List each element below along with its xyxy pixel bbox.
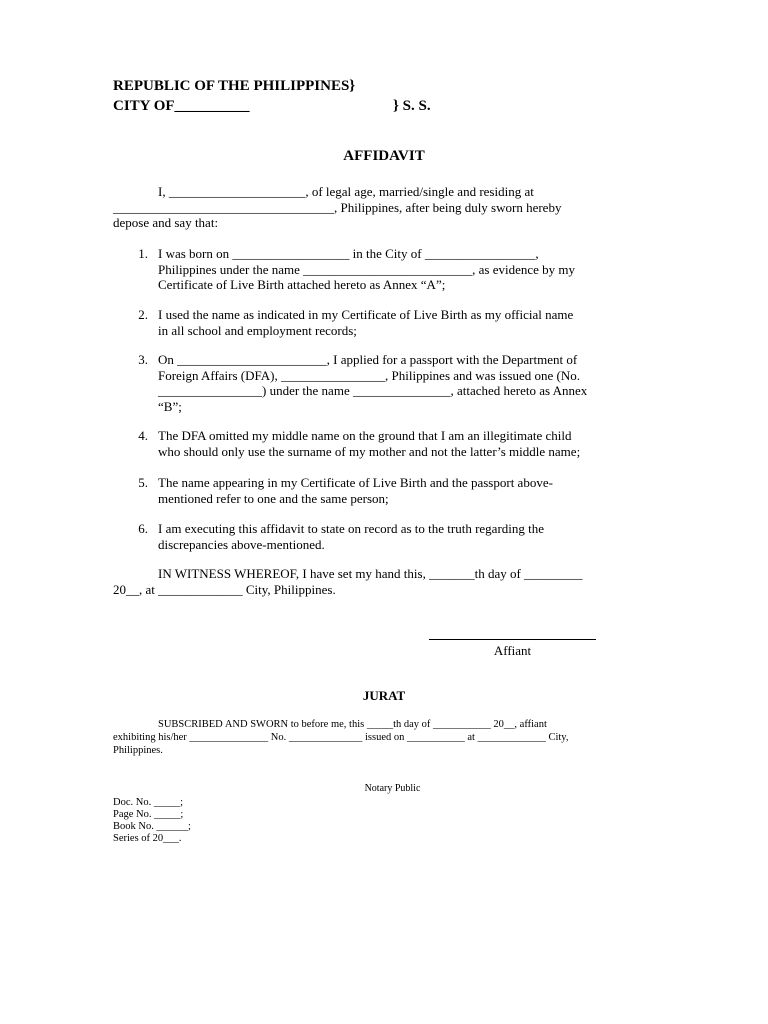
item-6-line: discrepancies above-mentioned.	[158, 536, 325, 552]
item-1-line: I was born on __________________ in the City of _________________,	[158, 246, 539, 261]
item-3-line: Foreign Affairs (DFA), ________________, Philippines and was issued one (No.	[158, 367, 580, 383]
item-number: 5.	[138, 475, 148, 490]
witness-line-1: IN WITNESS WHEREOF, I have set my hand this, _______th day of _________	[158, 566, 583, 581]
header-republic: REPUBLIC OF THE PHILIPPINES}	[113, 78, 356, 94]
item-number: 6.	[138, 521, 148, 536]
series-field: Series of 20___.	[113, 833, 182, 844]
item-1-line: Philippines under the name __________________________, as evidence by my	[158, 261, 576, 277]
notary-public-label: Notary Public	[364, 783, 421, 794]
jurat-title: JURAT	[362, 688, 406, 703]
doc-no-field: Doc. No. _____;	[113, 797, 183, 808]
item-2-line: in all school and employment records;	[158, 322, 357, 338]
item-3-line: On _______________________, I applied for a passport with the Department of	[158, 352, 578, 367]
header-city: CITY OF__________	[113, 98, 250, 114]
jurat-line-1: SUBSCRIBED AND SWORN to before me, this _____th day of ___________ 20__, affiant	[158, 719, 547, 730]
intro-line-3: depose and say that:	[113, 215, 219, 230]
item-number: 3.	[138, 352, 148, 367]
item-number: 4.	[138, 428, 148, 443]
item-5-line: The name appearing in my Certificate of Live Birth and the passport above-	[158, 475, 553, 490]
book-no-field: Book No. ______;	[113, 821, 191, 832]
item-3-line: ________________) under the name _______________, attached hereto as Annex	[158, 383, 588, 398]
jurat-line-2: exhibiting his/her _______________ No. ______________ issued on ___________ at _____________ City,	[113, 732, 569, 743]
item-3-line: “B”;	[158, 398, 182, 414]
intro-line-1: I, _____________________, of legal age, married/single and residing at	[158, 184, 534, 199]
jurat-line-3: Philippines.	[113, 745, 163, 756]
item-number: 2.	[138, 307, 148, 322]
intro-line-2: __________________________________, Philippines, after being duly sworn hereby	[113, 200, 562, 215]
document-title: AFFIDAVIT	[343, 148, 425, 164]
page-no-field: Page No. _____;	[113, 809, 184, 820]
header-ss: } S. S.	[393, 98, 431, 114]
item-2-line: I used the name as indicated in my Certificate of Live Birth as my official name	[158, 307, 574, 322]
witness-line-2: 20__, at _____________ City, Philippines.	[113, 582, 336, 597]
item-1-line: Certificate of Live Birth attached hereto as Annex “A”;	[158, 277, 446, 292]
item-6-line: I am executing this affidavit to state on record as to the truth regarding the	[158, 521, 545, 536]
affiant-label: Affiant	[493, 643, 532, 658]
item-number: 1.	[138, 246, 148, 261]
item-4-line: who should only use the surname of my mother and not the latter’s middle name;	[158, 443, 581, 459]
item-5-line: mentioned refer to one and the same person;	[158, 490, 389, 506]
affiant-signature-line	[429, 639, 596, 640]
item-4-line: The DFA omitted my middle name on the ground that I am an illegitimate child	[158, 428, 572, 443]
